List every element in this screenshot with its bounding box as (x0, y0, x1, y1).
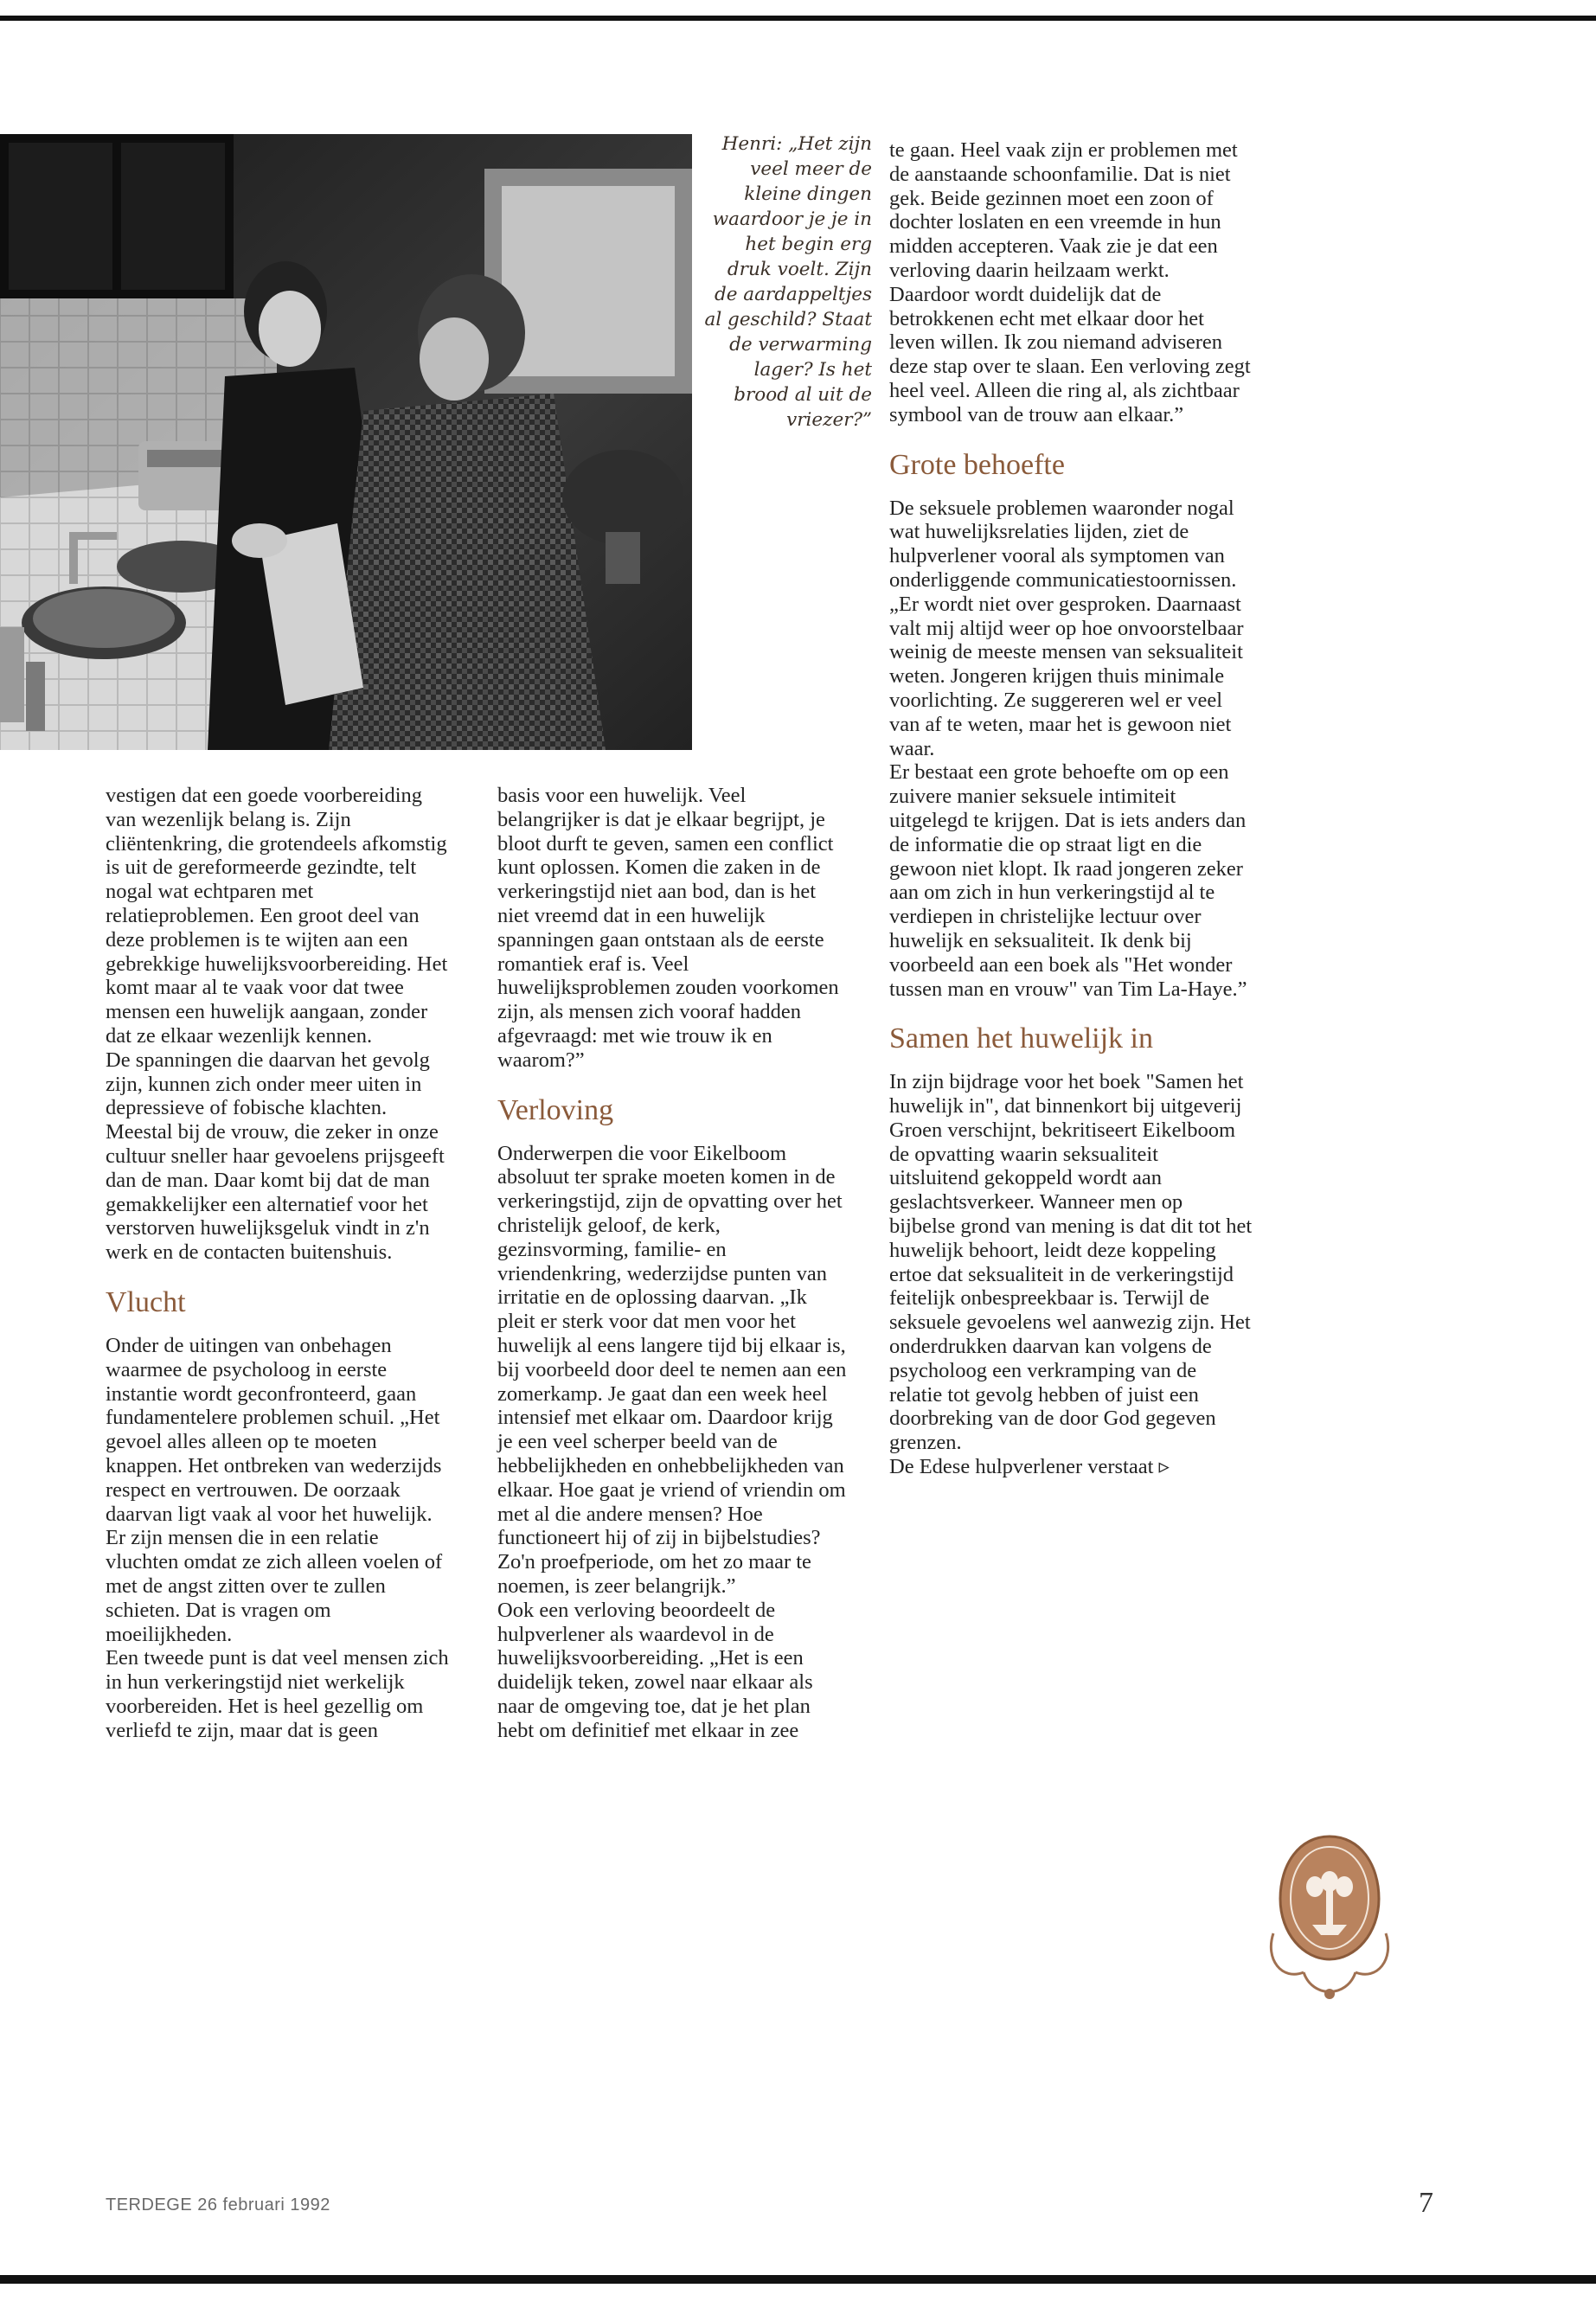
publication-footer: TERDEGE 26 februari 1992 (106, 2195, 330, 2214)
bottom-rule (0, 2275, 1596, 2284)
ornamental-emblem-icon (1265, 1830, 1394, 2007)
paragraph: De Edese hulpverlener verstaat ▹ (889, 1455, 1170, 1479)
article-column-2 (497, 784, 848, 1742)
paragraph: te gaan. Heel vaak zijn er problemen met de aanstaande schoonfamilie. Dat is niet gek. Beide gezinnen moet een zoon of dochter loslaten en een vreemde in hun midden accepteren. Vaak zie je dat een verloving daarin heilzaam werkt. Daardoor wordt duidelijk dat de betrokkenen echt met elkaar door het leven willen. Ik zou niemand adviseren deze stap over te slaan. Een verloving zegt heel veel. Alleen die ring al, als zichtbaar symbool van de trouw aan elkaar.” (889, 138, 1251, 426)
article-column-3 (889, 138, 1253, 1479)
section-heading-grote-behoefte: Grote behoefte (889, 448, 1065, 481)
section-heading-verloving: Verloving (497, 1093, 614, 1126)
top-rule (0, 16, 1596, 21)
paragraph: De spanningen die daarvan het gevolg zijn, kunnen zich onder meer uiten in depressieve of fobische klachten. Meestal bij de vrouw, die zeker in onze cultuur sneller haar gevoelens prijsgeeft dan de man. Daar komt bij dat de man gemakkelijker een alternatief voor het verstorven huwelijksgeluk vindt in z'n werk en de contacten buitenshuis. (106, 1048, 445, 1265)
section-heading-vlucht: Vlucht (106, 1285, 186, 1318)
kitchen-photo (0, 134, 692, 750)
paragraph: Ook een verloving beoordeelt de hulpverlener als waardevol in de huwelijksvoorbereiding. „Het is een duidelijk teken, zowel naar elkaar als naar de omgeving toe, dat je het plan hebt om definitief met elkaar in zee (497, 1598, 813, 1742)
section-heading-samen-het-huwelijk-in: Samen het huwelijk in (889, 1022, 1154, 1055)
paragraph: vestigen dat een goede voorbereiding van wezenlijk belang is. Zijn cliëntenkring, die grotendeels afkomstig is uit de gereformeerde gezindte, telt nogal wat echtparen met relatieproblemen. Een groot deel van deze problemen is te wijten aan een gebrekkige huwelijksvoorbereiding. Het komt maar al te vaak voor dat twee mensen een huwelijk aangaan, zonder dat ze elkaar wezenlijk kennen. (106, 784, 448, 1048)
photo-caption: Henri: „Het zijn veel meer de kleine dingen waardoor je je in het begin erg druk voelt. Zijn de aardappeltjes al geschild? Staat de verwarming lager? Is het brood al uit de vriezer?” (704, 133, 872, 431)
paragraph: Een tweede punt is dat veel mensen zich in hun verkeringstijd niet werkelijk voorbereiden. Het is heel gezellig om verliefd te zijn, maar dat is geen (106, 1646, 449, 1742)
page-number: 7 (1419, 2187, 1433, 2219)
paragraph: Onderwerpen die voor Eikelboom absoluut ter sprake moeten komen in de verkeringstijd, zijn de opvatting over het christelijk geloof, de kerk, gezinsvorming, familie- en vriendenkring, wederzijdse punten van irritatie en de oplossing daarvan. „Ik pleit er sterk voor dat men voor het huwelijk al eens langere tijd bij elkaar is, bij voorbeeld door deel te nemen aan een zomerkamp. Je gaat dan een week heel intensief met elkaar om. Daardoor krijg je een veel scherper beeld van de hebbelijkheden en onhebbelijkheden van elkaar. Hoe gaat je vriend of vriendin om met al die andere mensen? Hoe functioneert hij of zij in bijbelstudies? Zo'n proefperiode, om het zo maar te noemen, is zeer belangrijk.” (497, 1141, 847, 1598)
article-column-1 (106, 784, 456, 1742)
paragraph: Onder de uitingen van onbehagen waarmee de psycholoog in eerste instantie wordt geconfronteerd, gaan fundamentelere problemen schuil. „Het gevoel alles alleen op te moeten knappen. Het ontbreken van wederzijds respect en vertrouwen. De oorzaak daarvan ligt vaak al voor het huwelijk. Er zijn mensen die in een relatie vluchten omdat ze zich alleen voelen of met de angst zitten over te zullen schieten. Dat is vragen om moeilijkheden. (106, 1333, 443, 1646)
paragraph: basis voor een huwelijk. Veel belangrijker is dat je elkaar begrijpt, je bloot durft te geven, samen een conflict kunt oplossen. Komen die zaken in de verkeringstijd niet aan bod, dan is het niet vreemd dat in een huwelijk spanningen gaan ontstaan als de eerste romantiek eraf is. Veel huwelijksproblemen zouden voorkomen zijn, als mensen zich vooraf hadden afgevraagd: met wie trouw ik en waarom?” (497, 784, 839, 1072)
paragraph: Er bestaat een grote behoefte om op een zuivere manier seksuele intimiteit uitgelegd te krijgen. Dat is iets anders dan de informatie die op straat ligt en die gewoon niet klopt. Ik raad jongeren zeker aan om zich in hun verkeringstijd al te verdiepen in christelijke lectuur over huwelijk en seksualiteit. Ik denk bij voorbeeld aan een boek als "Het wonder tussen man en vrouw" van Tim La-Haye.” (889, 760, 1247, 1001)
paragraph: De seksuele problemen waaronder nogal wat huwelijksrelaties lijden, ziet de hulpverlener vooral als symptomen van onderliggende communicatiestoornissen. „Er wordt niet over gesproken. Daarnaast valt mij altijd weer op hoe onvoorstelbaar weinig de meeste mensen van seksualiteit weten. Jongeren krijgen thuis minimale voorlichting. Ze suggereren wel er veel van af te weten, maar het is gewoon niet waar. (889, 496, 1244, 760)
paragraph: In zijn bijdrage voor het boek "Samen het huwelijk in", dat binnenkort bij uitgeverij Groen verschijnt, bekritiseert Eikelboom de opvatting waarin seksualiteit uitsluitend gekoppeld wordt aan geslachtsverkeer. Wanneer men op bijbelse grond van mening is dat dit tot het huwelijk behoort, leidt deze koppeling ertoe dat seksualiteit in de verkeringstijd feitelijk onbespreekbaar is. Terwijl de seksuele gevoelens wel aanwezig zijn. Het onderdrukken daarvan kan volgens de psycholoog een verkramping van de relatie tot gevolg hebben of juist een doorbreking van de door God gegeven grenzen. (889, 1070, 1253, 1455)
